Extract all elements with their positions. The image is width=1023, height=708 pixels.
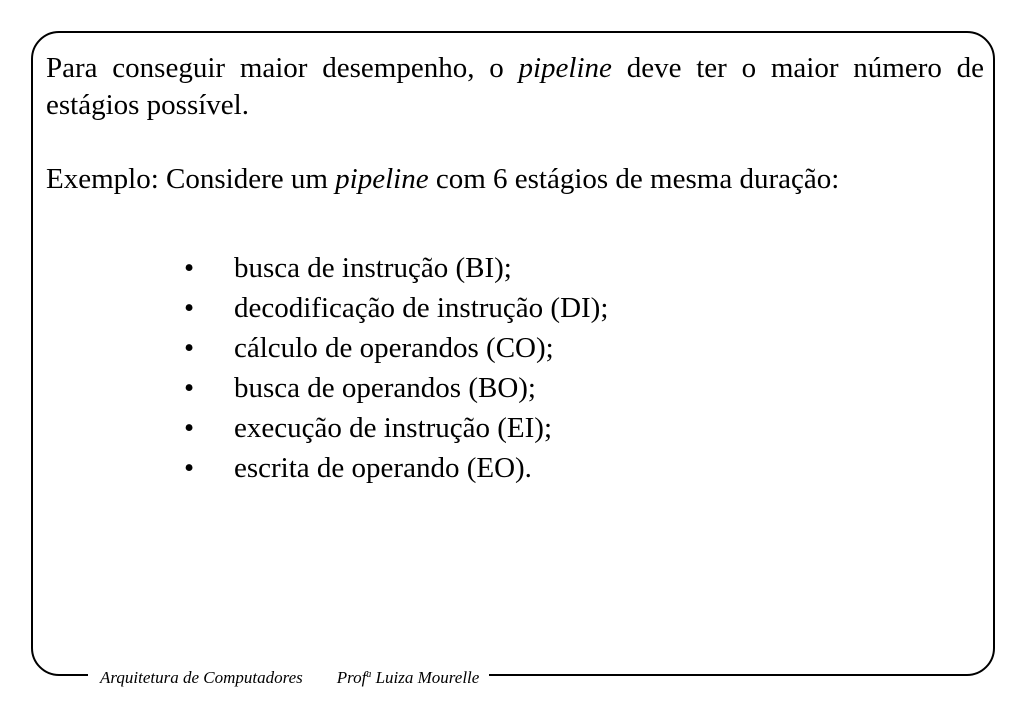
- bullet-icon: •: [184, 332, 195, 364]
- slide-content: [46, 50, 984, 488]
- paragraph-example: [46, 161, 984, 198]
- list-item: [46, 368, 984, 408]
- author-superscript: a: [366, 669, 372, 680]
- bullet-icon: •: [184, 412, 195, 444]
- stage-label: decodificação de instrução (DI);: [234, 292, 609, 324]
- pipeline-term: pipeline: [518, 52, 612, 84]
- bullet-icon: •: [184, 252, 195, 284]
- bullet-icon: •: [184, 372, 195, 404]
- list-item: [46, 448, 984, 488]
- author-name: Luiza Mourelle: [371, 668, 480, 687]
- pipeline-term: pipeline: [335, 163, 429, 195]
- list-item: [46, 288, 984, 328]
- stage-label: busca de operandos (BO);: [234, 372, 536, 404]
- paragraph-performance-text-end: deve ter o maior número de estágios possível.: [46, 52, 984, 121]
- paragraph-example-text-start: Exemplo: Considere um: [46, 163, 336, 195]
- list-item: [46, 408, 984, 448]
- paragraph-example-text-end: com 6 estágios de mesma duração:: [428, 163, 840, 195]
- course-title: Arquitetura de Computadores: [100, 668, 303, 687]
- stage-label: execução de instrução (EI);: [234, 412, 553, 444]
- slide-footer: [88, 663, 489, 687]
- author-credit: [337, 668, 480, 687]
- paragraph-performance: [46, 50, 984, 124]
- list-item: [46, 328, 984, 368]
- bullet-icon: •: [184, 292, 195, 324]
- stage-label: cálculo de operandos (CO);: [234, 332, 554, 364]
- list-item: [46, 248, 984, 288]
- stage-label: busca de instrução (BI);: [234, 252, 512, 284]
- author-prefix: Prof: [336, 668, 367, 687]
- paragraph-performance-text-start: Para conseguir maior desempenho, o: [46, 52, 519, 84]
- stage-label: escrita de operando (EO).: [234, 452, 532, 484]
- stage-list: [46, 248, 984, 488]
- bullet-icon: •: [184, 452, 195, 484]
